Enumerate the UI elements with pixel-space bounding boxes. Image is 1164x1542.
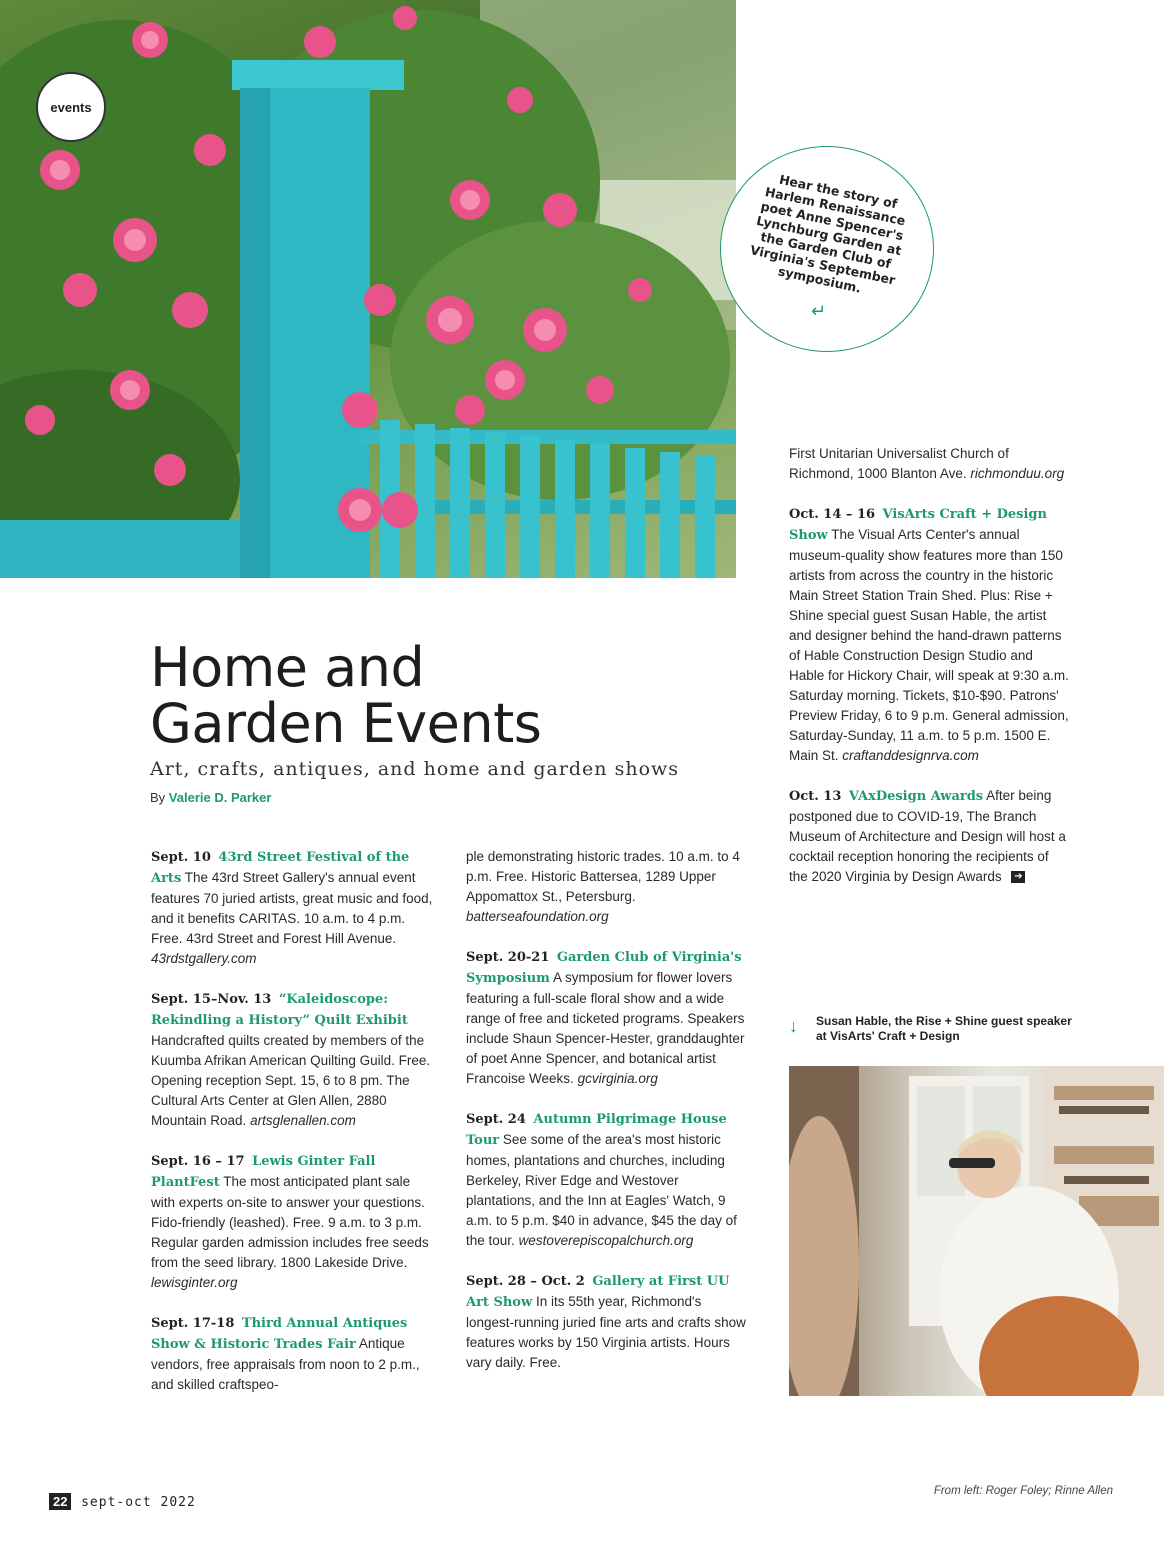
event-date: Sept. 20-21	[466, 950, 550, 965]
event-url[interactable]: gcvirginia.org	[577, 1071, 658, 1086]
hero-photo	[0, 0, 736, 578]
event-name: Gallery at First UU Art Show	[466, 1274, 730, 1310]
event-body: After being postponed due to COVID-19, The Branch Museum of Architecture and Design will host a cocktail reception honoring the recipients of the 2020 Virginia by Design Awards	[789, 788, 1066, 884]
event-body: ple demonstrating historic trades. 10 a.m. to 4 p.m. Free. Historic Battersea, 1289 Upper Appomattox St., Petersburg.	[466, 849, 740, 904]
event-item	[151, 847, 435, 969]
event-date: Sept. 16 – 17	[151, 1154, 245, 1169]
event-body: First Unitarian Universalist Church of Richmond, 1000 Blanton Ave.	[789, 446, 1009, 481]
event-item	[151, 989, 435, 1131]
event-url[interactable]: artsglenallen.com	[250, 1113, 356, 1128]
byline	[150, 790, 271, 805]
event-item	[466, 1271, 746, 1373]
continue-arrow-icon: ➔	[1011, 871, 1025, 883]
teaser-text: Hear the story of Harlem Renaissance poet Anne Spencer's Lynchburg Garden at the Garden Club of Virginia's September symposium.	[748, 171, 907, 296]
issue-date: sept-oct 2022	[81, 1495, 196, 1510]
return-arrow-icon: ↵	[811, 301, 827, 321]
event-url[interactable]: richmonduu.org	[970, 466, 1065, 481]
event-body: The Visual Arts Center's annual museum-quality show features more than 150 artists from across the country in the historic Main Street Station Train Shed. Plus: Rise + Shine special guest Susan Hable, the artist and designer behind the hand-drawn patterns of Hable Construction Design Studio and Hable for Hickory Chair, will speak at 9:30 a.m. Saturday morning. Tickets, $10-$90. Patrons' Preview Friday, 6 to 9 p.m. General admission, Saturday-Sunday, 11 a.m. to 5 p.m. 1500 E. Main St.	[789, 527, 1069, 763]
page-subtitle: Art, crafts, antiques, and home and garden shows	[150, 758, 680, 780]
event-url[interactable]: batterseafoundation.org	[466, 909, 609, 924]
event-item	[151, 1151, 435, 1293]
portrait-photo	[789, 1066, 1164, 1396]
title-line-2: Garden Events	[150, 692, 542, 755]
event-item	[789, 786, 1071, 887]
events-column-2	[466, 847, 746, 1393]
event-name: VAxDesign Awards	[848, 789, 984, 804]
event-body: Antique vendors, free appraisals from noon to 2 p.m., and skilled craftspeo-	[151, 1336, 420, 1392]
event-name: VisArts Craft + Design Show	[789, 507, 1047, 543]
caption-text: Susan Hable, the Rise + Shine guest speaker at VisArts' Craft + Design	[816, 1014, 1072, 1043]
author-name: Valerie D. Parker	[168, 790, 272, 805]
event-name: Garden Club of Virginia's Symposium	[466, 950, 742, 986]
event-name: Third Annual Antiques Show & Historic Trades Fair	[151, 1316, 408, 1352]
event-item	[466, 847, 746, 927]
page-number: 22	[49, 1493, 71, 1510]
down-arrow-icon: ↓	[789, 1016, 798, 1036]
event-body: A symposium for flower lovers featuring a full-scale floral show and a wide range of free and ticketed programs. Speakers include Shaun Spencer-Hester, granddaughter of poet Anne Spencer, and botanical artist Francoise Weeks.	[466, 970, 745, 1086]
events-column-3	[789, 444, 1071, 907]
event-body: The 43rd Street Gallery's annual event features 70 juried artists, great music and food, and it benefits CARITAS. 10 a.m. to 4 p.m. Free. 43rd Street and Forest Hill Avenue.	[151, 870, 433, 946]
roses-fence-illustration	[0, 0, 736, 578]
event-date: Sept. 17-18	[151, 1316, 235, 1331]
photo-credits: From left: Roger Foley; Rinne Allen	[933, 1485, 1113, 1497]
event-item	[789, 504, 1071, 766]
event-date: Sept. 10	[151, 850, 211, 865]
event-item	[151, 1313, 435, 1395]
event-item	[789, 444, 1071, 484]
title-line-1: Home and	[150, 636, 425, 699]
event-item	[466, 1109, 746, 1251]
event-url[interactable]: 43rdstgallery.com	[151, 951, 257, 966]
section-badge: events	[36, 72, 106, 142]
event-name: 43rd Street Festival of the Arts	[151, 850, 410, 886]
event-item	[466, 947, 746, 1089]
event-url[interactable]: lewisginter.org	[151, 1275, 238, 1290]
event-url[interactable]: craftanddesignrva.com	[842, 748, 979, 763]
event-body: The most anticipated plant sale with experts on-site to answer your questions. Fido-friendly (leashed). Free. 9 a.m. to 3 p.m. Regular garden admission includes free seeds from the seed library. 1800 Lakeside Drive.	[151, 1174, 429, 1270]
event-date: Sept. 24	[466, 1112, 526, 1127]
event-date: Oct. 13	[789, 789, 842, 804]
byline-prefix: By	[150, 790, 166, 805]
event-url[interactable]: westoverepiscopalchurch.org	[518, 1233, 694, 1248]
page-folio	[49, 1493, 196, 1510]
events-column-1	[151, 847, 435, 1415]
event-body: Handcrafted quilts created by members of the Kuumba Afrikan American Quilting Guild. Free. Opening reception Sept. 15, 6 to 8 pm. The Cultural Arts Center at Glen Allen, 2880 Mountain Road.	[151, 1033, 431, 1128]
event-name: “Kaleidoscope: Rekindling a History” Quilt Exhibit	[151, 992, 408, 1028]
event-body: See some of the area's most historic homes, plantations and churches, including Berkeley, River Edge and Westover plantations, and the Inn at Eagles' Watch, 9 a.m. to 5 p.m. $40 in advance, $45 the day of the tour.	[466, 1132, 737, 1248]
event-date: Oct. 14 – 16	[789, 507, 876, 522]
event-date: Sept. 28 – Oct. 2	[466, 1274, 585, 1289]
event-body: In its 55th year, Richmond's longest-running juried fine arts and crafts show features works by 150 Virginia artists. Hours vary daily. Free.	[466, 1294, 746, 1370]
portrait-illustration	[789, 1066, 1164, 1396]
event-date: Sept. 15–Nov. 13	[151, 992, 272, 1007]
teaser-callout	[720, 146, 934, 352]
page-title	[150, 636, 710, 755]
event-name: Lewis Ginter Fall PlantFest	[151, 1154, 376, 1190]
event-name: Autumn Pilgrimage House Tour	[466, 1112, 727, 1148]
